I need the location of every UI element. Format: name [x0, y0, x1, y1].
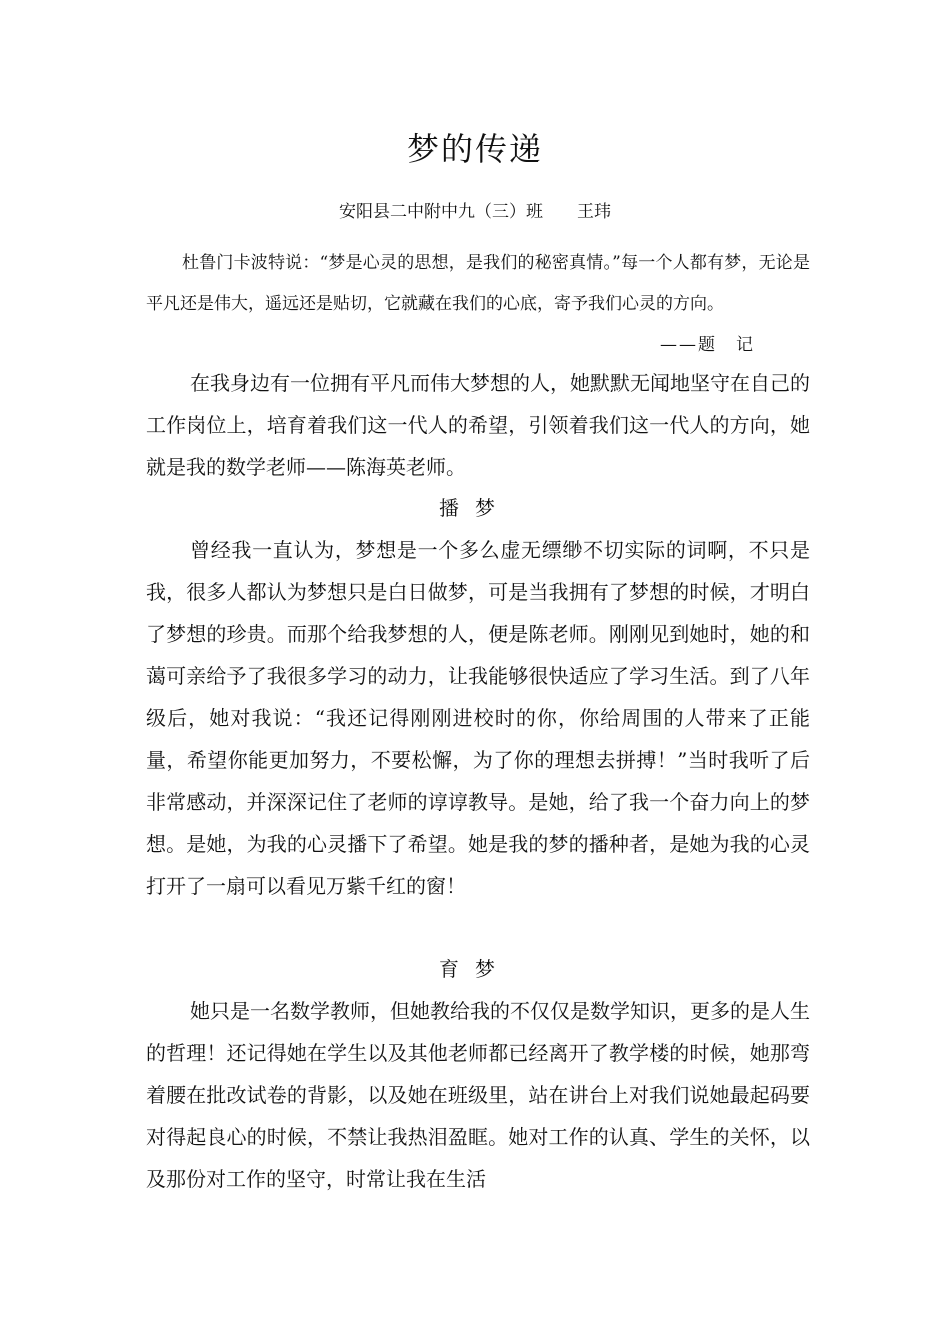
- intro-paragraph: 在我身边有一位拥有平凡而伟大梦想的人，她默默无闻地坚守在自己的工作岗位上，培育着我们这一代人的希望，引领着我们这一代人的方向，她就是我的数学老师——陈海英老师。: [146, 371, 810, 479]
- epigraph: 杜鲁门卡波特说：“梦是心灵的思想，是我们的秘密真情。”每一个人都有梦，无论是平凡还是伟大，遥远还是贴切，它就藏在我们的心底，寄予我们心灵的方向。: [146, 253, 810, 314]
- section-paragraph: 她只是一名数学教师，但她教给我的不仅仅是数学知识，更多的是人生的哲理！还记得她在学生以及其他老师都已经离开了教学楼的时候，她那弯着腰在批改试卷的背影，以及她在班级里，站在讲台上对我们说她最起码要对得起良心的时候，不禁让我热泪盈眶。她对工作的认真、学生的关怀，以及那份对工作的坚守，时常让我在生活: [146, 999, 810, 1191]
- section-paragraph: 曾经我一直认为，梦想是一个多么虚无缥缈不切实际的词啊，不只是我，很多人都认为梦想只是白日做梦，可是当我拥有了梦想的时候，才明白了梦想的珍贵。而那个给我梦想的人，便是陈老师。刚刚见到她时，她的和蔼可亲给予了我很多学习的动力，让我能够很快适应了学习生活。到了八年级后，她对我说：“我还记得刚刚进校时的你，你给周围的人带来了正能量，希望你能更加努力，不要松懈，为了你的理想去拼搏！”当时我听了后非常感动，并深深记住了老师的谆谆教导。是她，给了我一个奋力向上的梦想。是她，为我的心灵播下了希望。她是我的梦的播种者，是她为我的心灵打开了一扇可以看见万紫千红的窗！: [146, 538, 810, 898]
- section-heading: 播梦: [439, 496, 511, 520]
- section-heading: 育梦: [439, 957, 511, 981]
- document-title: 梦的传递: [406, 130, 543, 168]
- epigraph-signature: ——题 记: [660, 335, 755, 355]
- byline-school: 安阳县二中附中九（三）班: [339, 202, 543, 222]
- byline: [0, 199, 950, 225]
- byline-author: 王玮: [577, 202, 611, 222]
